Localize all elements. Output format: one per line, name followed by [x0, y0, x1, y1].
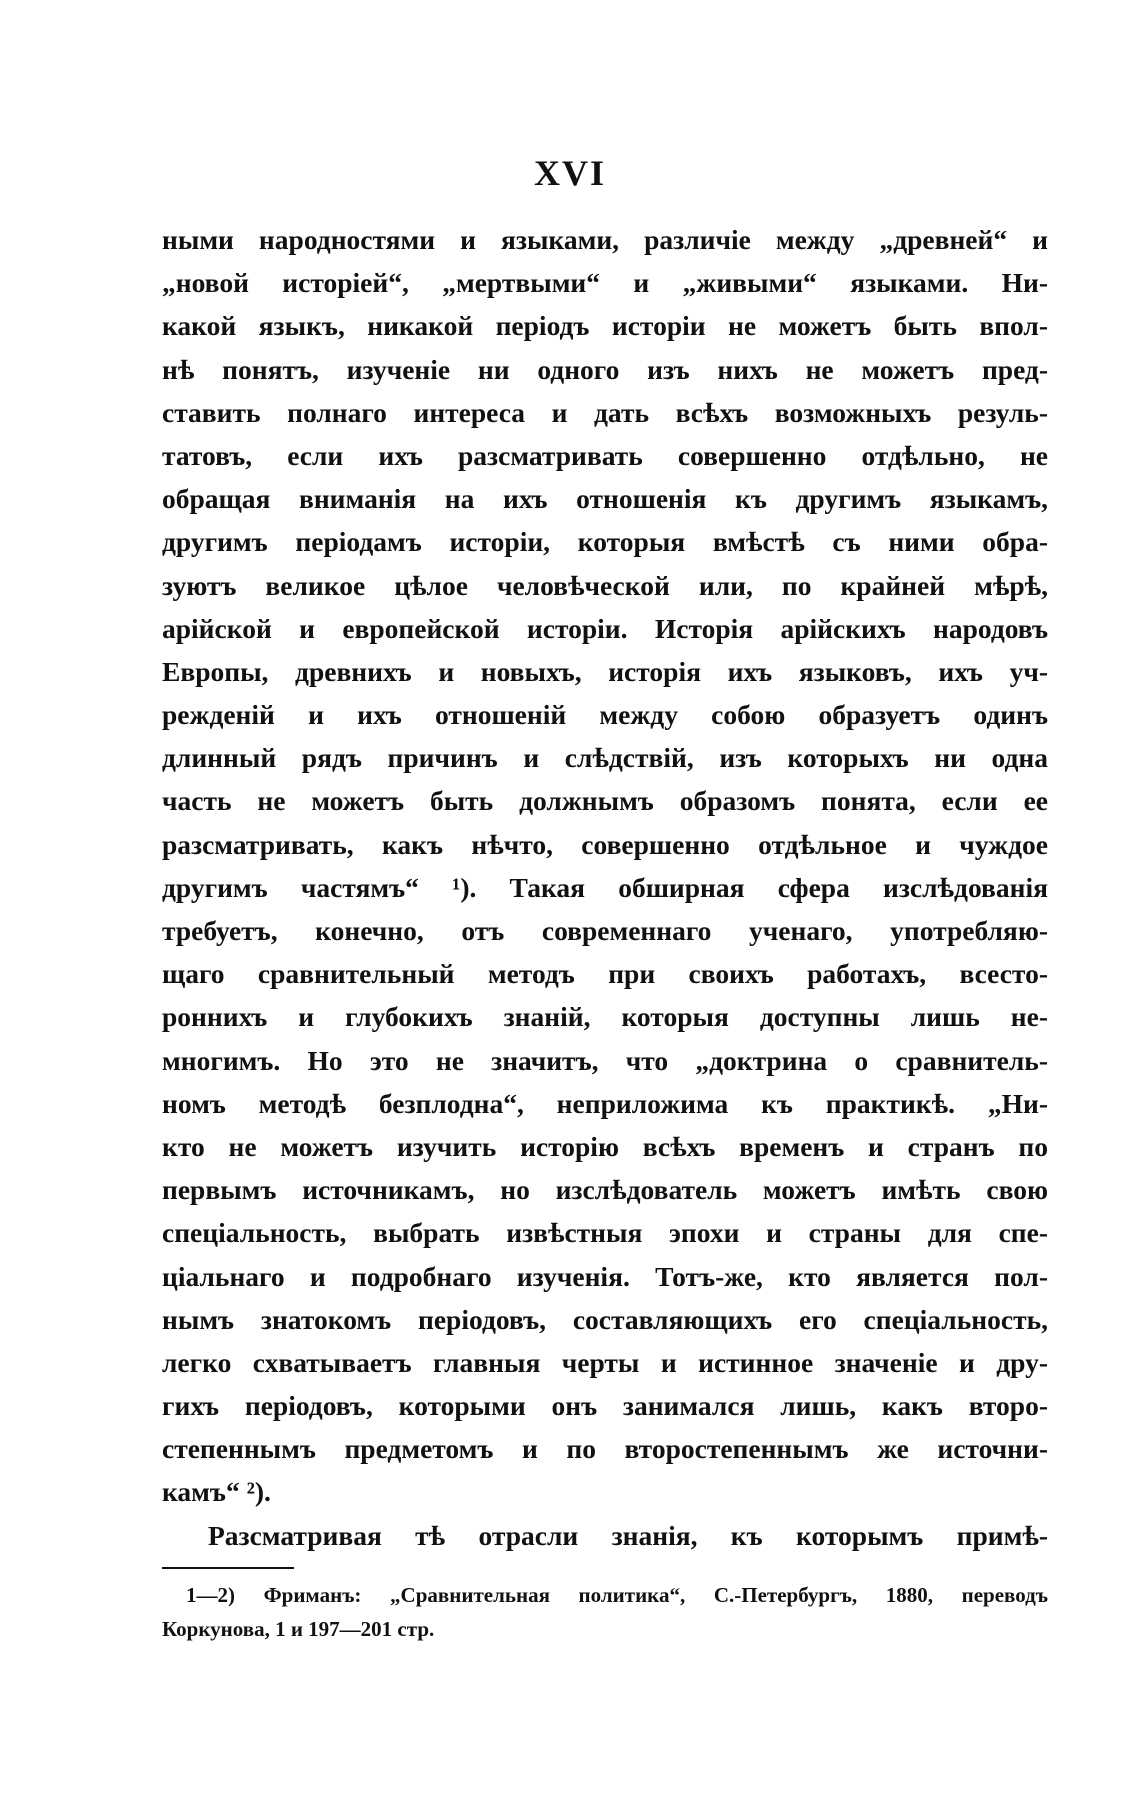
text-line: зуютъ великое цѣлое человѣческой или, по крайней мѣрѣ,: [162, 569, 1048, 601]
text-line: щаго сравнительный методъ при своихъ работахъ, всесто-: [162, 958, 1048, 990]
footnote-line: 1—2) Фриманъ: „Сравнительная политика“, С.-Петербургъ, 1880, переводъ: [186, 1583, 1048, 1607]
text-line: первымъ источникамъ, но изслѣдователь можетъ имѣть свою: [162, 1174, 1048, 1206]
text-line: нѣ понятъ, изученіе ни одного изъ нихъ не можетъ пред-: [162, 353, 1048, 385]
body-text: [162, 218, 1048, 1557]
text-line: требуетъ, конечно, отъ современнаго ученаго, употребляю-: [162, 915, 1048, 946]
text-line: ными народностями и языками, различіе между „древней“ и: [162, 224, 1048, 255]
page-number: XVI: [533, 153, 606, 193]
text-line: разсматривать, какъ нѣчто, совершенно отдѣльное и чуждое: [162, 828, 1048, 860]
footnote-line: Коркунова, 1 и 197—201 стр.: [162, 1617, 435, 1641]
text-line: другимъ періодамъ исторіи, которыя вмѣстѣ съ ними обра-: [162, 526, 1048, 558]
text-line: часть не можетъ быть должнымъ образомъ понята, если ее: [162, 785, 1048, 817]
text-line: роннихъ и глубокихъ знаній, которыя доступны лишь не-: [162, 1001, 1048, 1033]
text-line: номъ методѣ безплодна“, неприложима къ практикѣ. „Ни-: [162, 1087, 1048, 1119]
text-line: длинный рядъ причинъ и слѣдствій, изъ которыхъ ни одна: [162, 742, 1048, 774]
text-line: спеціальность, выбрать извѣстныя эпохи и страны для спе-: [162, 1217, 1048, 1249]
text-line: гихъ періодовъ, которыми онъ занимался лишь, какъ второ-: [162, 1390, 1048, 1422]
text-line: арійской и европейской исторіи. Исторія арійскихъ народовъ: [162, 612, 1048, 644]
paragraph-first-line: Разсматривая тѣ отрасли знанія, къ которымъ примѣ-: [208, 1519, 1048, 1551]
text-line: ставить полнаго интереса и дать всѣхъ возможныхъ резуль-: [162, 396, 1048, 428]
text-line: Европы, древнихъ и новыхъ, исторія ихъ языковъ, ихъ уч-: [162, 655, 1048, 687]
text-line: степеннымъ предметомъ и по второстепеннымъ же источни-: [162, 1433, 1048, 1465]
text-line: многимъ. Но это не значитъ, что „доктрина о сравнитель-: [162, 1044, 1048, 1076]
text-line: „новой исторіей“, „мертвыми“ и „живыми“ языками. Ни-: [162, 267, 1048, 299]
text-line: режденій и ихъ отношеній между собою образуетъ одинъ: [162, 699, 1048, 731]
text-line: обращая вниманія на ихъ отношенія къ другимъ языкамъ,: [162, 483, 1048, 515]
text-line: ціальнаго и подробнаго изученія. Тотъ-же, кто является пол-: [162, 1260, 1048, 1292]
text-line: другимъ частямъ“ ¹). Такая обширная сфера изслѣдованія: [162, 871, 1048, 903]
text-line: камъ“ ²).: [162, 1476, 271, 1508]
text-line: татовъ, если ихъ разсматривать совершенно отдѣльно, не: [162, 439, 1048, 471]
text-line: легко схватываетъ главныя черты и истинное значеніе и дру-: [162, 1346, 1048, 1378]
footnote-rule: [162, 1567, 294, 1569]
text-line: кто не можетъ изучить исторію всѣхъ временъ и странъ по: [162, 1130, 1048, 1162]
text-line: нымъ знатокомъ періодовъ, составляющихъ его спеціальность,: [162, 1303, 1048, 1335]
text-line: какой языкъ, никакой періодъ исторіи не можетъ быть впол-: [162, 310, 1048, 342]
footnotes: [162, 1578, 1048, 1646]
